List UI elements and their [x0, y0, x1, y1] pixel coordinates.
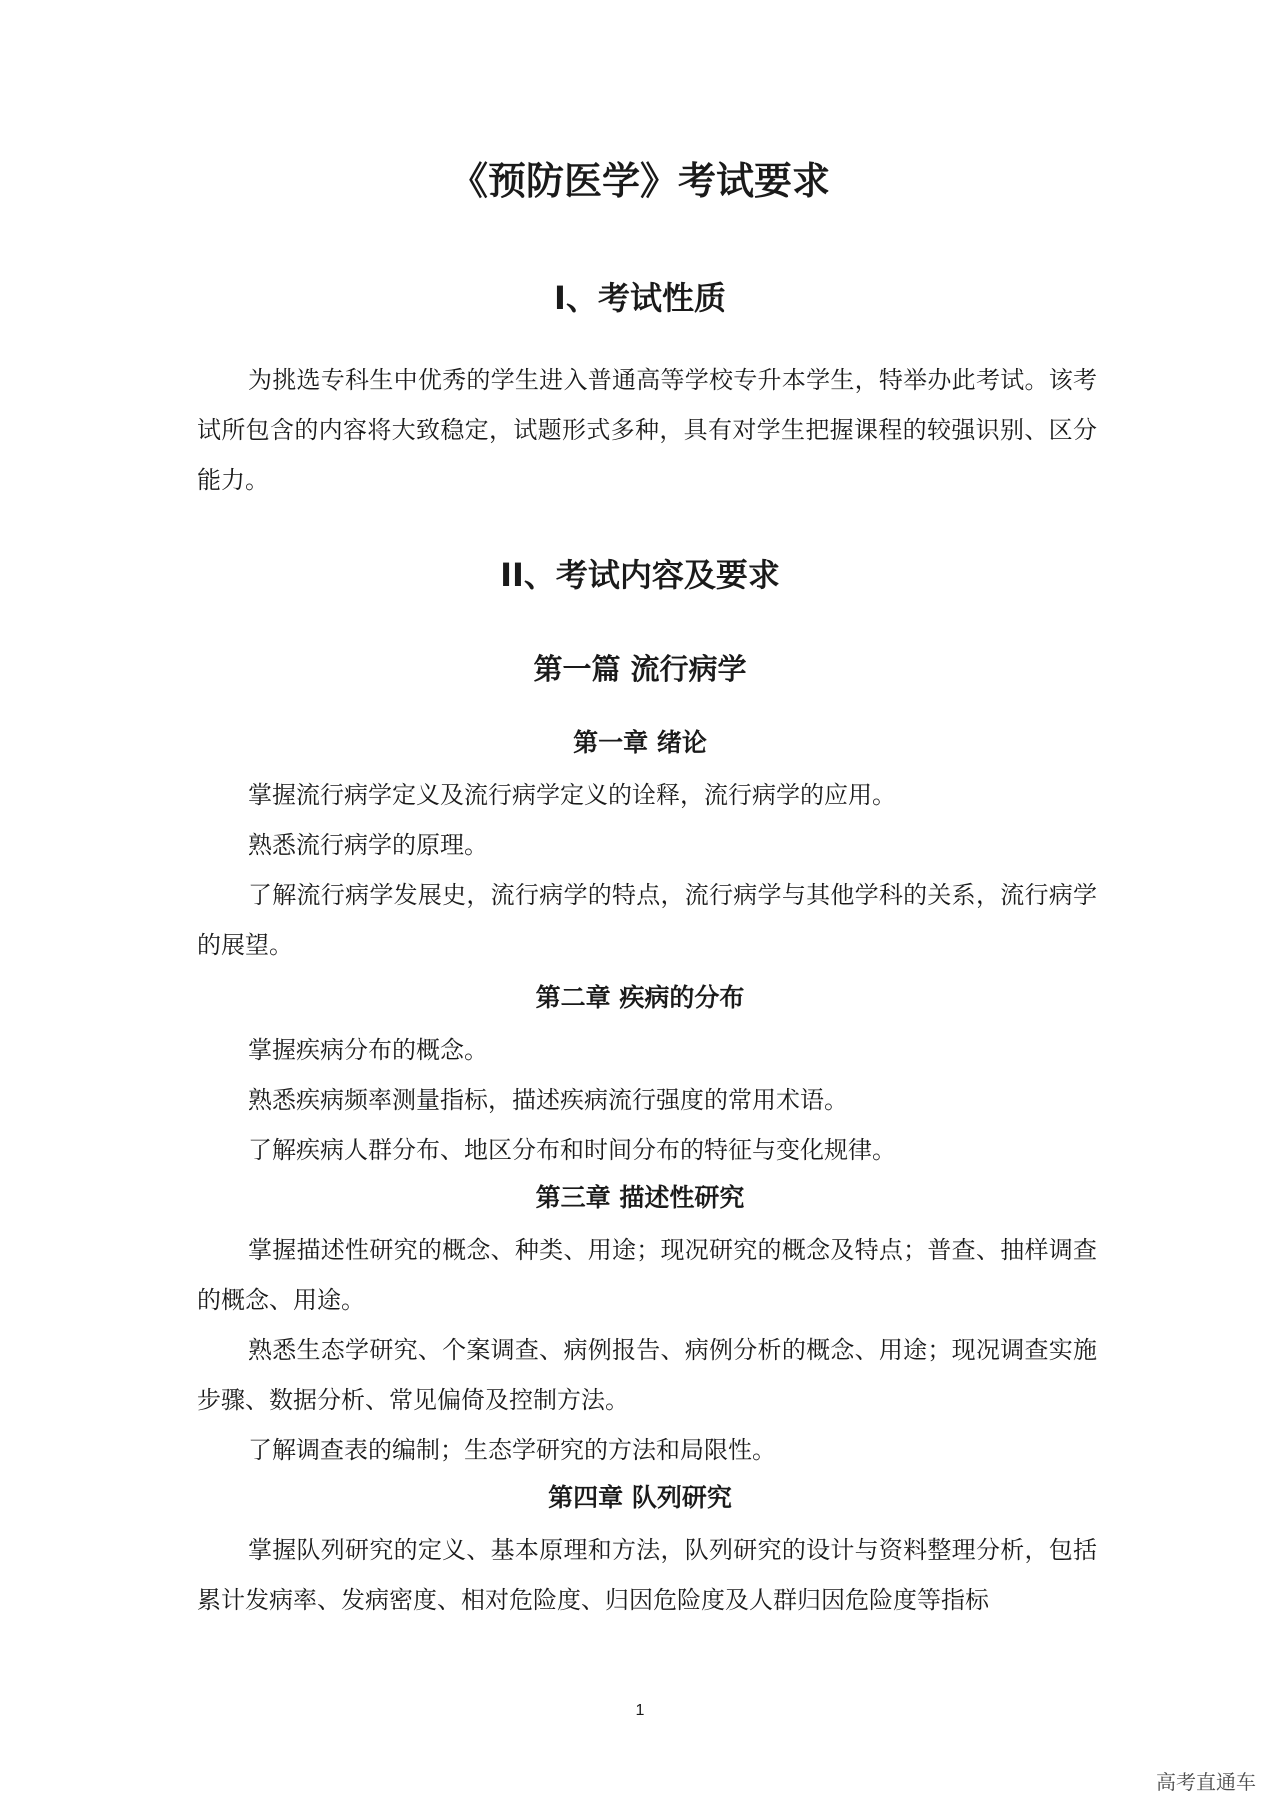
document-title: 《预防医学》考试要求 — [449, 159, 830, 203]
chapter-paragraph: 掌握队列研究的定义、基本原理和方法，队列研究的设计与资料整理分析，包括累计发病率、发病密度、相对危险度、归因危险度及人群归因危险度等指标 — [197, 1536, 1097, 1614]
chapter-paragraph: 掌握疾病分布的概念。 — [248, 1036, 488, 1064]
chapter-title: 第一章 绪论 — [573, 728, 707, 757]
chapter-paragraph: 了解调查表的编制；生态学研究的方法和局限性。 — [248, 1436, 776, 1464]
section-heading-content: II、考试内容及要求 — [500, 556, 780, 594]
watermark: 高考直通车 — [1156, 1770, 1256, 1794]
chapter-paragraph: 了解流行病学发展史，流行病学的特点，流行病学与其他学科的关系，流行病学的展望。 — [197, 881, 1097, 959]
section-heading-nature: I、考试性质 — [554, 279, 726, 317]
chapter-paragraph: 了解疾病人群分布、地区分布和时间分布的特征与变化规律。 — [248, 1136, 896, 1164]
part-title: 第一篇 流行病学 — [533, 652, 747, 686]
chapter-paragraph: 掌握流行病学定义及流行病学定义的诠释，流行病学的应用。 — [248, 781, 896, 809]
chapter-paragraph: 熟悉流行病学的原理。 — [248, 831, 488, 859]
chapter-title: 第二章 疾病的分布 — [535, 983, 745, 1012]
chapter-paragraph: 熟悉生态学研究、个案调查、病例报告、病例分析的概念、用途；现况调查实施步骤、数据分析、常见偏倚及控制方法。 — [197, 1336, 1097, 1414]
page-number: 1 — [635, 1702, 645, 1719]
chapter-paragraph: 熟悉疾病频率测量指标，描述疾病流行强度的常用术语。 — [248, 1086, 848, 1114]
chapter-title: 第四章 队列研究 — [548, 1483, 732, 1512]
paragraph-exam-nature: 为挑选专科生中优秀的学生进入普通高等学校专升本学生，特举办此考试。该考试所包含的内容将大致稳定，试题形式多种，具有对学生把握课程的较强识别、区分能力。 — [197, 366, 1097, 494]
chapter-paragraph: 掌握描述性研究的概念、种类、用途；现况研究的概念及特点；普查、抽样调查的概念、用途。 — [197, 1236, 1097, 1314]
chapter-title: 第三章 描述性研究 — [535, 1183, 745, 1212]
